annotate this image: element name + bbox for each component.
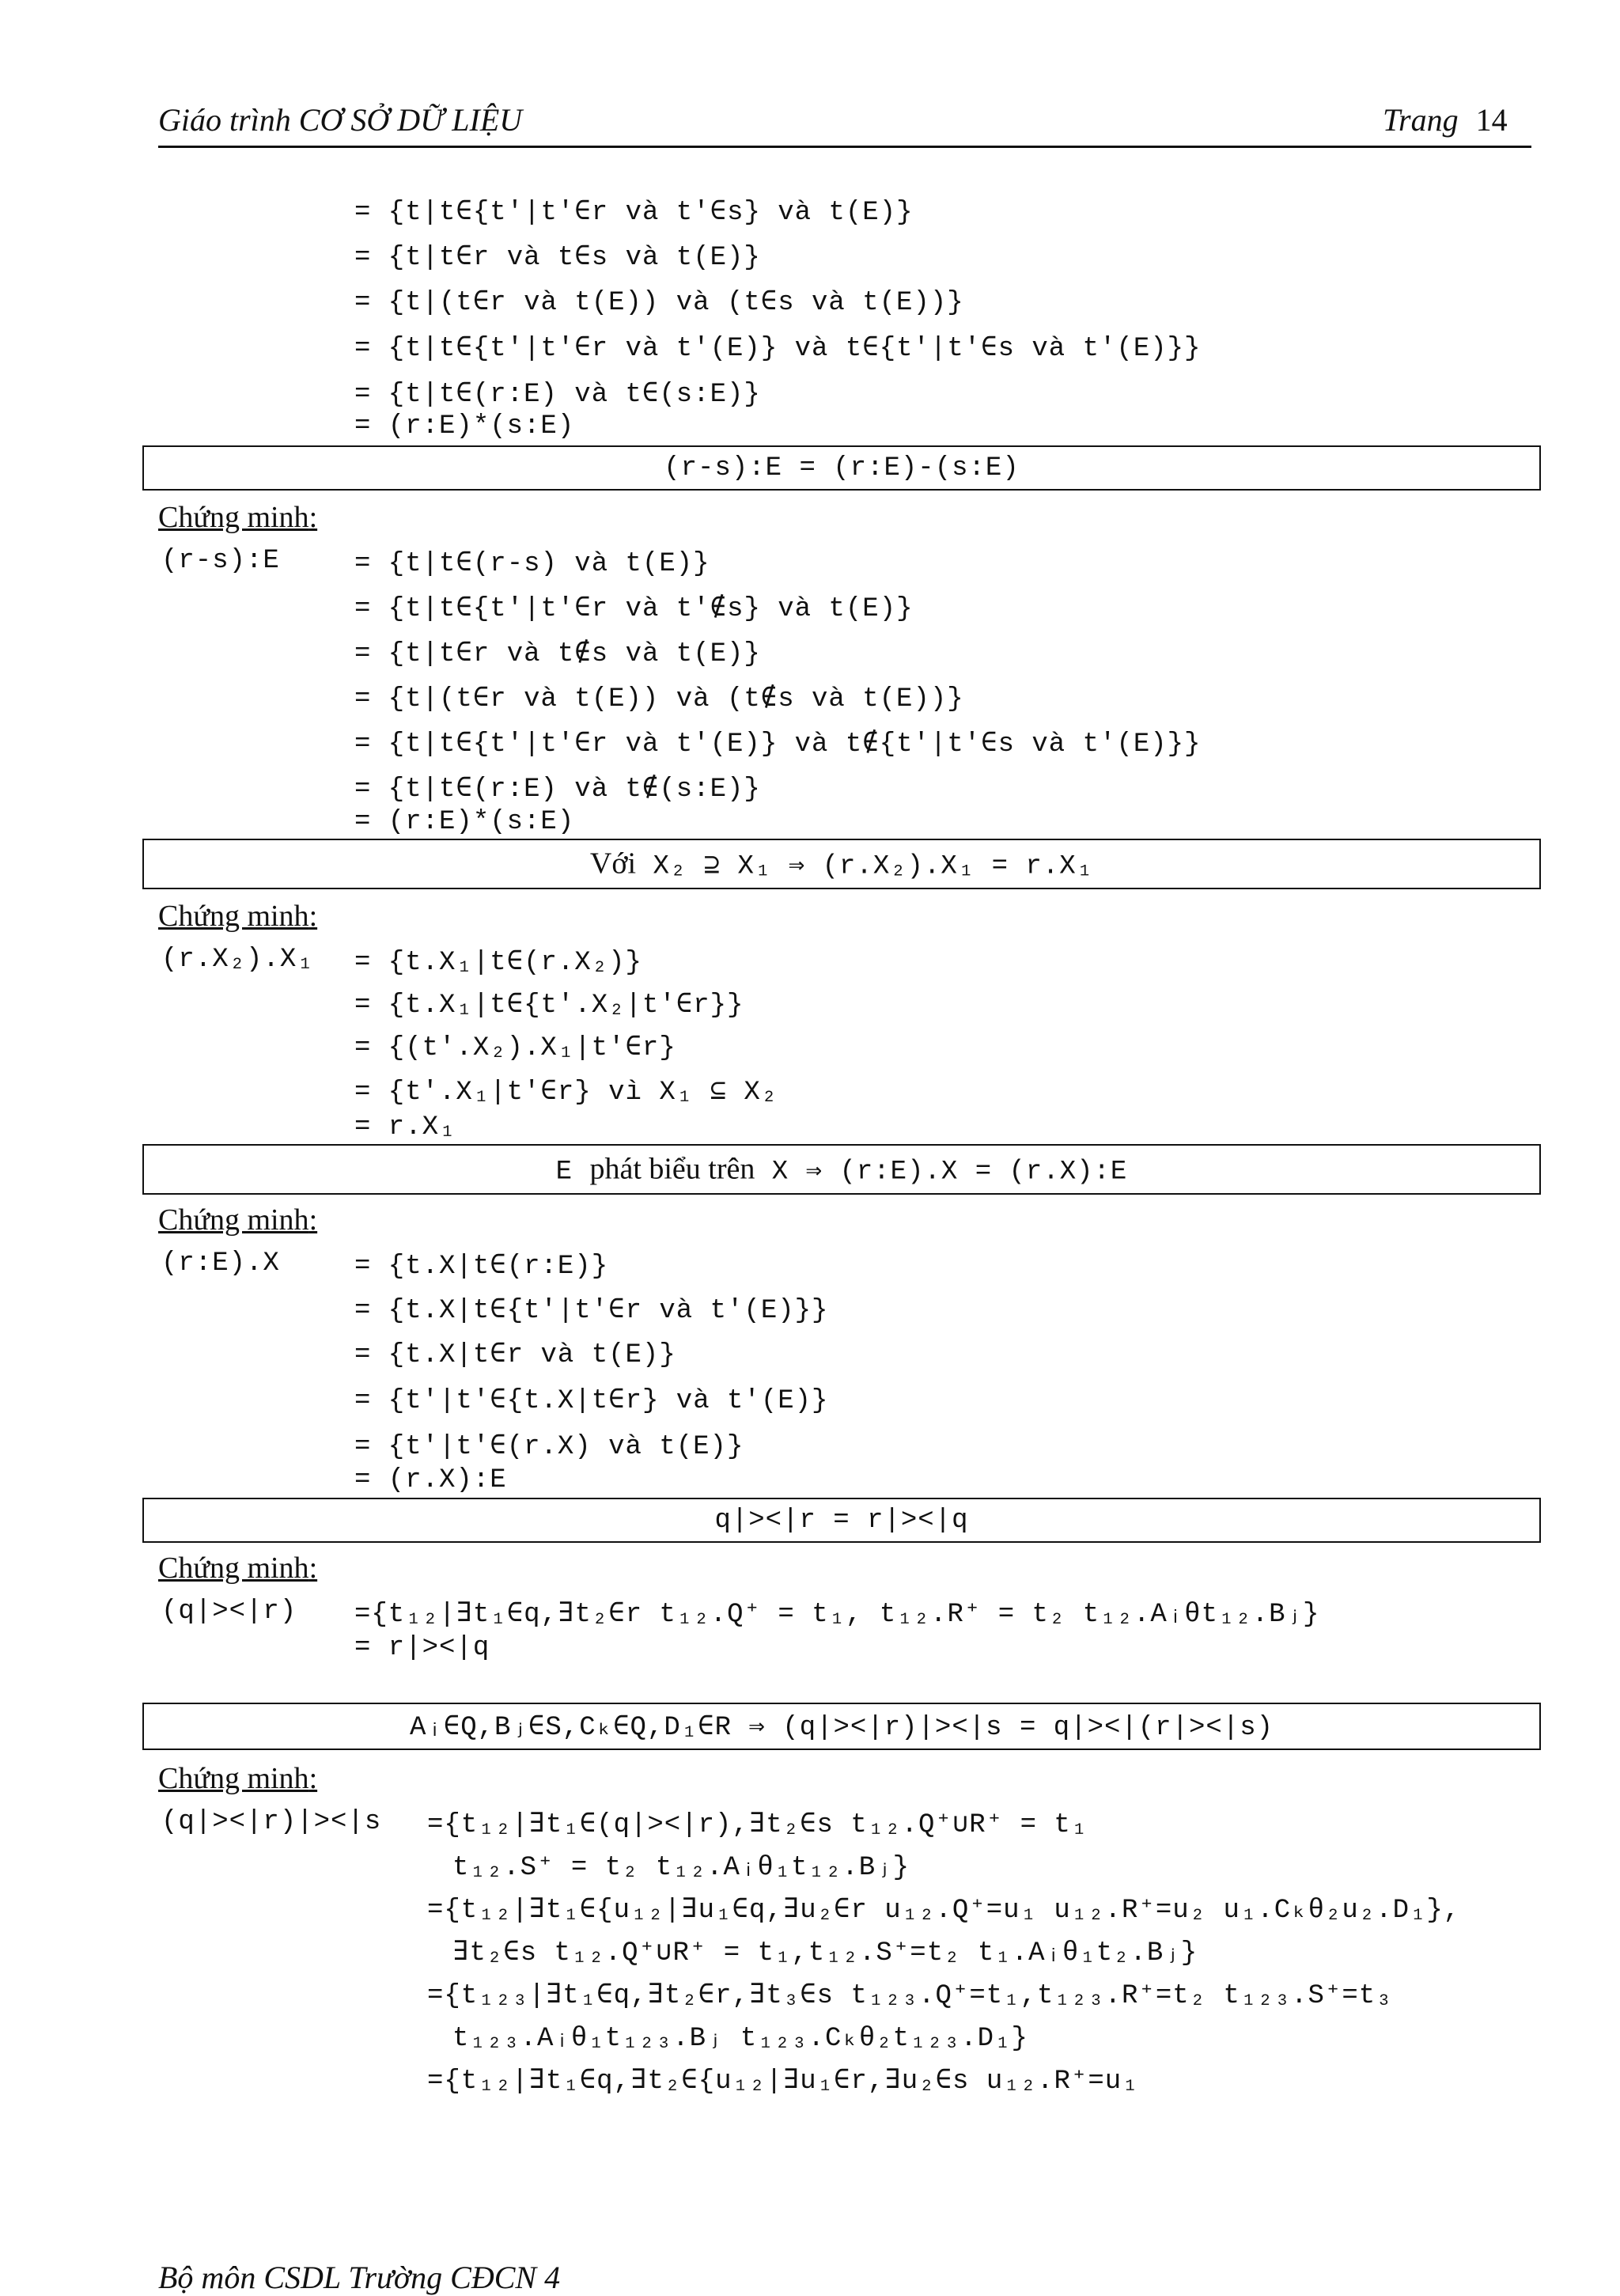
- derivation-line: = {t.X|t∈r và t(E)}: [354, 1340, 676, 1370]
- derivation-line: = {(t'.X₂).X₁|t'∈r}: [354, 1033, 676, 1063]
- theorem-box: [142, 445, 1541, 491]
- proof-lhs: (q|><|r): [161, 1597, 297, 1627]
- page-number: 14: [1475, 102, 1508, 138]
- derivation-line: = {t.X|t∈{t'|t'∈r và t'(E)}}: [354, 1296, 829, 1326]
- theorem-statement: q|><|r = r|><|q: [714, 1505, 969, 1536]
- derivation-line: = {t|t∈r và t∈s và t(E)}: [354, 243, 761, 273]
- derivation-line: = r|><|q: [354, 1633, 490, 1663]
- derivation-line: = {t'.X₁|t'∈r} vì X₁ ⊆ X₂: [354, 1078, 778, 1108]
- proof-lhs: (r.X₂).X₁: [161, 945, 314, 975]
- theorem-statement: Với X₂ ⊇ X₁ ⇒ (r.X₂).X₁ = r.X₁: [589, 847, 1094, 882]
- derivation-line: = {t|t∈{t'|t'∈r và t'∉s} và t(E)}: [354, 594, 914, 624]
- proof-lhs: (r-s):E: [161, 546, 280, 576]
- proof-label: Chứng minh:: [158, 1203, 318, 1237]
- derivation-line: = {t|t∈{t'|t'∈r và t'(E)} và t∉{t'|t'∈s và t'(E)}}: [354, 729, 1202, 760]
- document-footer: Bộ môn CSDL Trường CĐCN 4: [158, 2260, 561, 2295]
- derivation-line: = (r:E)*(s:E): [354, 807, 575, 837]
- derivation-line: = (r.X):E: [354, 1465, 507, 1495]
- derivation-line: ={t₁₂₃|∃t₁∈q,∃t₂∈r,∃t₃∈s t₁₂₃.Q⁺=t₁,t₁₂₃.R⁺=t₂ t₁₂₃.S⁺=t₃: [427, 1981, 1393, 2011]
- derivation-line: = {t.X|t∈(r:E)}: [354, 1252, 609, 1282]
- theorem-box: [142, 1703, 1541, 1750]
- theorem-statement: (r-s):E = (r:E)-(s:E): [664, 453, 1020, 483]
- derivation-line: ={t₁₂|∃t₁∈{u₁₂|∃u₁∈q,∃u₂∈r u₁₂.Q⁺=u₁ u₁₂.R⁺=u₂ u₁.Cₖθ₂u₂.D₁},: [427, 1896, 1461, 1926]
- theorem-box: [142, 1144, 1541, 1195]
- derivation-line: = {t|t∈(r-s) và t(E)}: [354, 549, 710, 579]
- derivation-line: ={t₁₂|∃t₁∈q,∃t₂∈{u₁₂|∃u₁∈r,∃u₂∈s u₁₂.R⁺=u₁: [427, 2067, 1139, 2097]
- theorem-statement: Aᵢ∈Q,Bⱼ∈S,Cₖ∈Q,D₁∈R ⇒ (q|><|r)|><|s = q|><|(r|><|s): [409, 1713, 1274, 1743]
- derivation-line: t₁₂₃.Aᵢθ₁t₁₂₃.Bⱼ t₁₂₃.Cₖθ₂t₁₂₃.D₁}: [452, 2024, 1028, 2054]
- derivation-line: = {t'|t'∈(r.X) và t(E)}: [354, 1432, 744, 1462]
- proof-label: Chứng minh:: [158, 900, 318, 933]
- proof-lhs: (r:E).X: [161, 1248, 280, 1279]
- theorem-statement: E phát biểu trên X ⇒ (r:E).X = (r.X):E: [555, 1152, 1128, 1188]
- derivation-line: ={t₁₂|∃t₁∈q,∃t₂∈r t₁₂.Q⁺ = t₁, t₁₂.R⁺ = t₂ t₁₂.Aᵢθt₁₂.Bⱼ}: [354, 1600, 1320, 1630]
- proof-label: Chứng minh:: [158, 1762, 318, 1795]
- derivation-line: = {t|(t∈r và t(E)) và (t∉s và t(E))}: [354, 684, 964, 714]
- derivation-line: = (r:E)*(s:E): [354, 411, 575, 441]
- derivation-line: = {t|t∈{t'|t'∈r và t'∈s} và t(E)}: [354, 198, 914, 228]
- derivation-line: = {t'|t'∈{t.X|t∈r} và t'(E)}: [354, 1386, 829, 1416]
- derivation-line: = {t|t∈(r:E) và t∉(s:E)}: [354, 775, 761, 805]
- derivation-line: = {t|(t∈r và t(E)) và (t∈s và t(E))}: [354, 288, 964, 318]
- derivation-line: = {t|t∈{t'|t'∈r và t'(E)} và t∈{t'|t'∈s và t'(E)}}: [354, 334, 1202, 364]
- derivation-line: = {t.X₁|t∈{t'.X₂|t'∈r}}: [354, 991, 744, 1021]
- derivation-line: ∃t₂∈s t₁₂.Q⁺∪R⁺ = t₁,t₁₂.S⁺=t₂ t₁.Aᵢθ₁t₂.Bⱼ}: [452, 1938, 1198, 1968]
- theorem-box: [142, 1498, 1541, 1543]
- derivation-line: = {t|t∈(r:E) và t∈(s:E)}: [354, 380, 761, 410]
- derivation-line: = {t|t∈r và t∉s và t(E)}: [354, 639, 761, 669]
- page-label: Trang: [1383, 102, 1459, 138]
- derivation-line: = r.X₁: [354, 1112, 456, 1142]
- proof-label: Chứng minh:: [158, 1552, 318, 1585]
- derivation-line: = {t.X₁|t∈(r.X₂)}: [354, 948, 642, 978]
- document-header-title: Giáo trình CƠ SỞ DỮ LIỆU: [158, 102, 523, 138]
- page-indicator: [1383, 101, 1508, 138]
- derivation-line: ={t₁₂|∃t₁∈(q|><|r),∃t₂∈s t₁₂.Q⁺∪R⁺ = t₁: [427, 1810, 1088, 1840]
- theorem-box: [142, 839, 1541, 889]
- proof-lhs: (q|><|r)|><|s: [161, 1807, 382, 1837]
- derivation-line: t₁₂.S⁺ = t₂ t₁₂.Aᵢθ₁t₁₂.Bⱼ}: [452, 1853, 910, 1883]
- proof-label: Chứng minh:: [158, 501, 318, 534]
- header-rule: [158, 146, 1531, 148]
